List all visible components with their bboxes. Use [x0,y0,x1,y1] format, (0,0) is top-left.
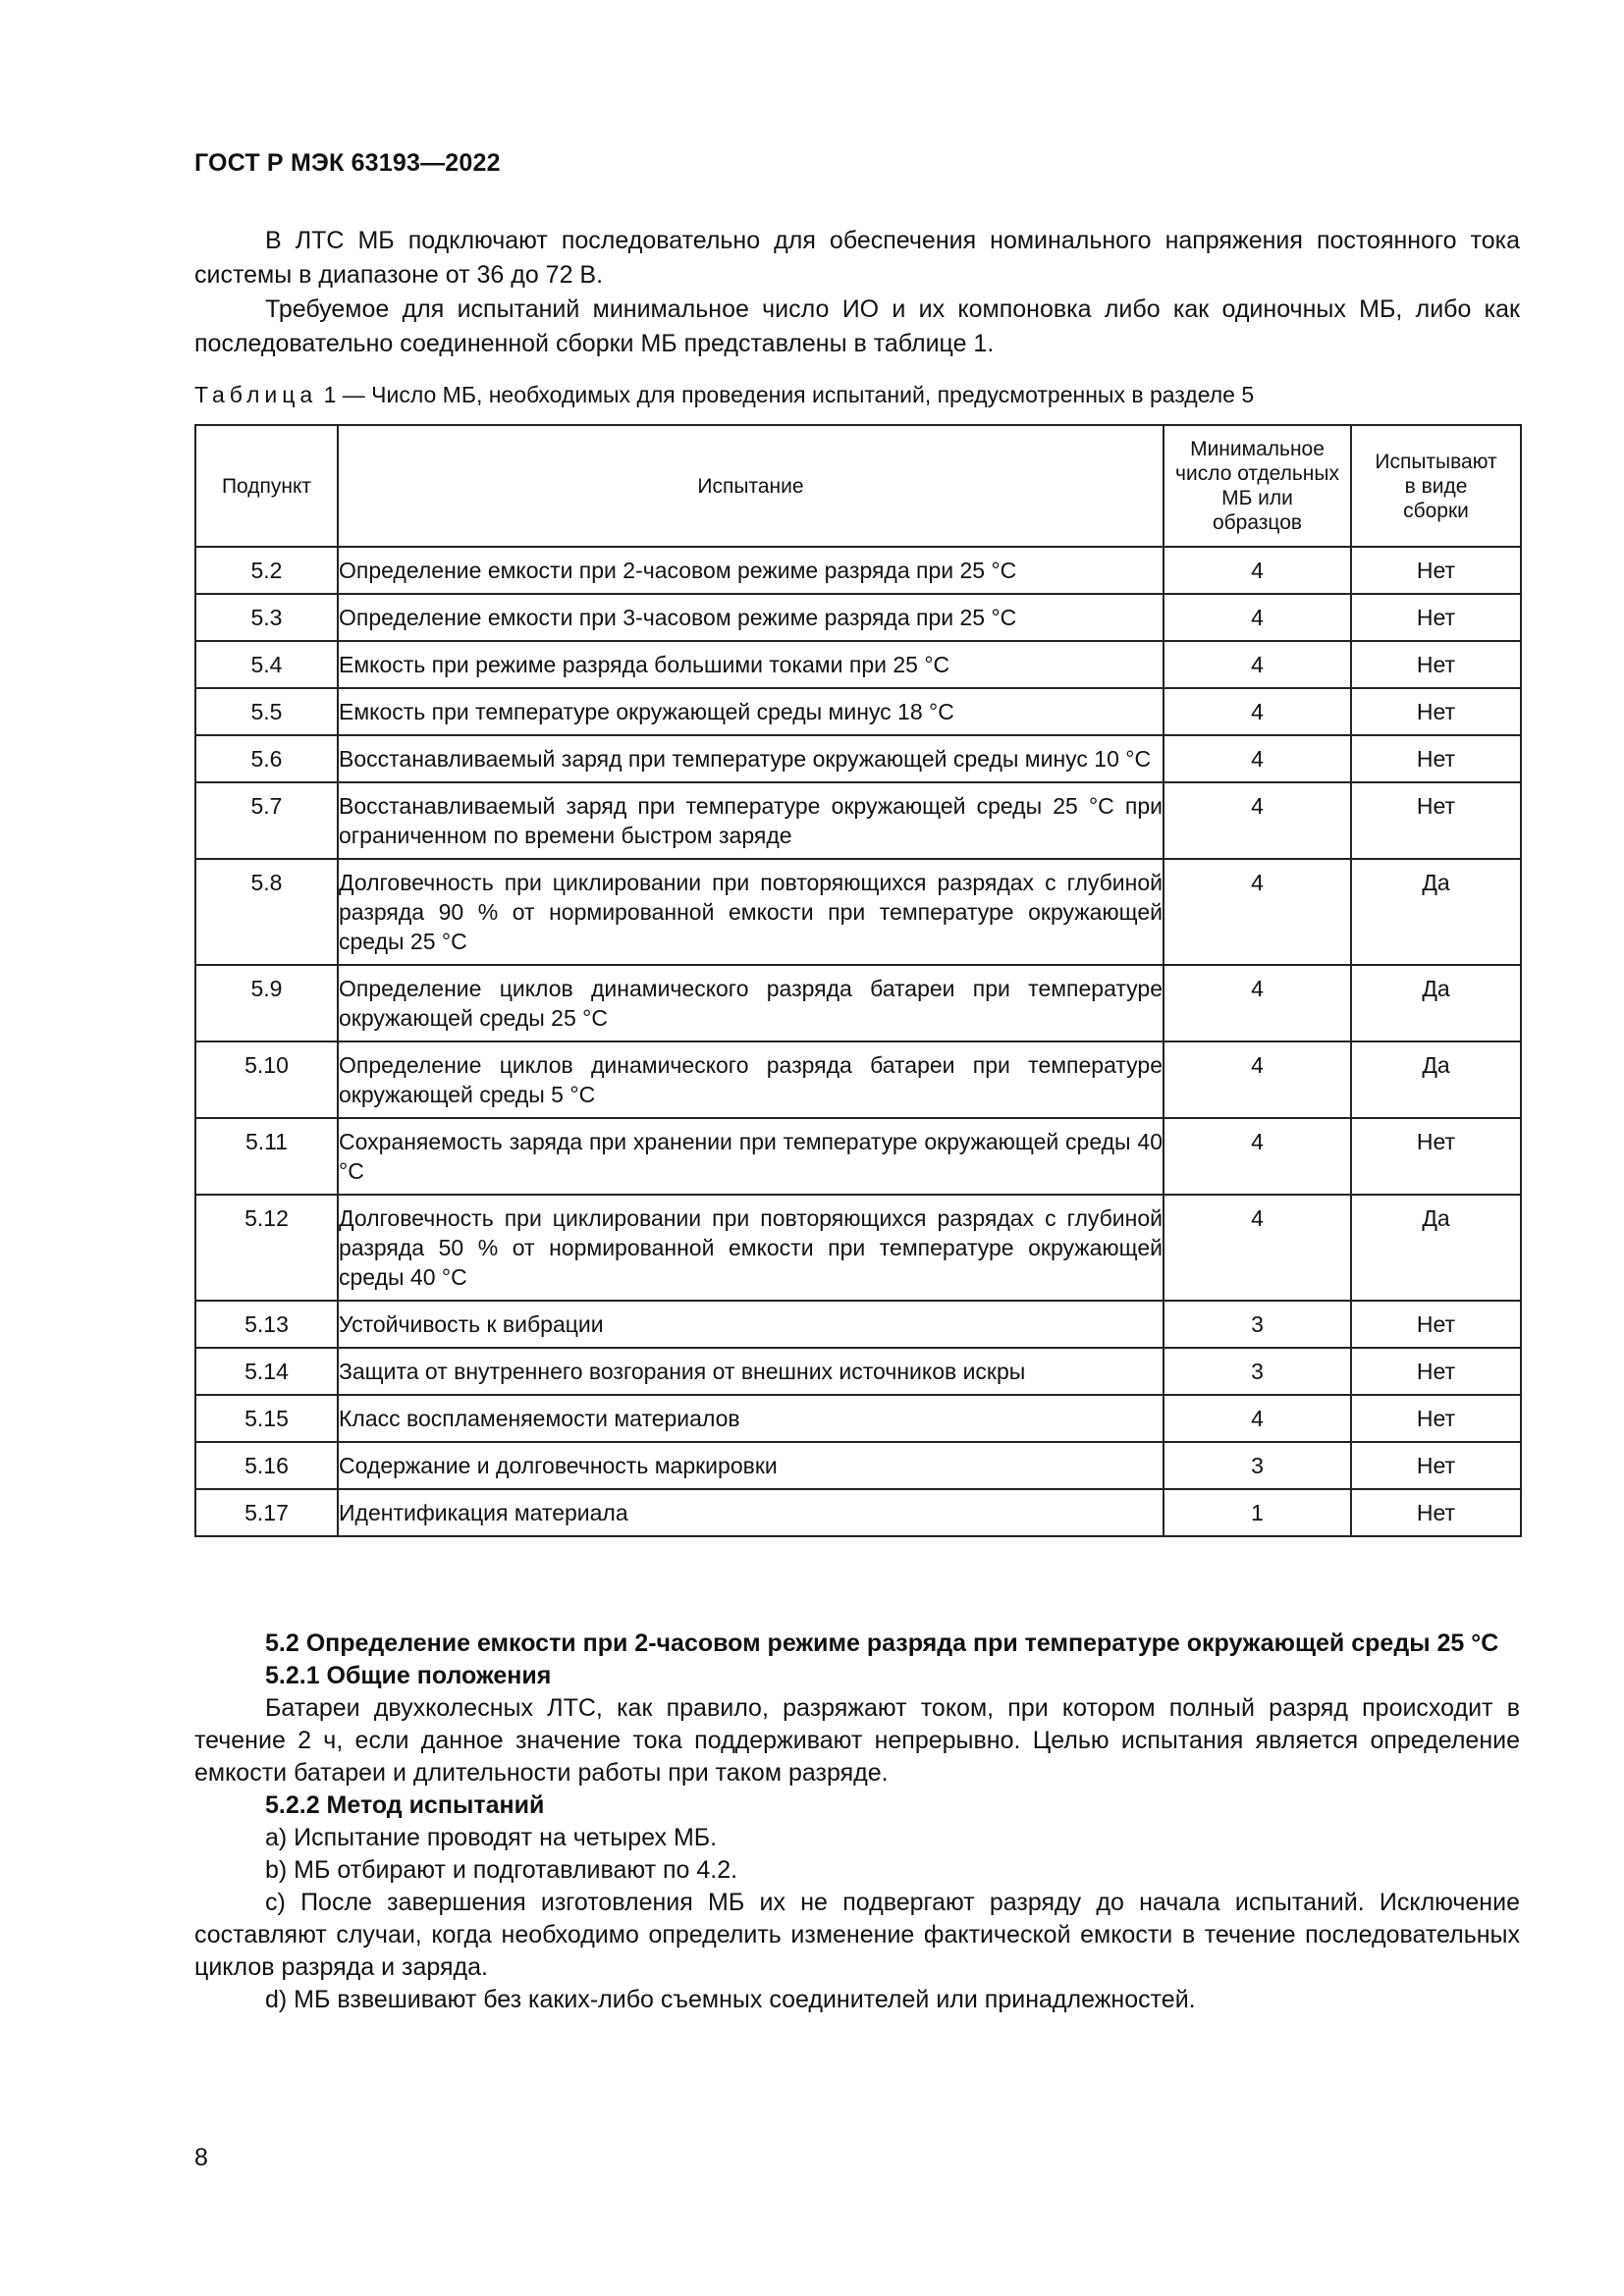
table-row [195,1301,1521,1348]
table-row [195,688,1521,735]
cell-test-name: Класс воспламеняемости материалов [338,1395,1164,1442]
table-row [195,859,1521,965]
cell-subclause: 5.15 [195,1395,338,1442]
cell-assembly: Нет [1351,1489,1521,1536]
table-row [195,641,1521,688]
cell-min-count: 4 [1164,1395,1351,1442]
subsection-heading-method: 5.2.2 Метод испытаний [265,1791,545,1819]
cell-test-name: Восстанавливаемый заряд при температуре окружающей среды минус 10 °С [338,735,1164,782]
page-number: 8 [194,2144,208,2171]
method-item-d: d) МБ взвешивают без каких-либо съемных соединителей или принадлежностей. [265,1986,1196,2013]
cell-test-name: Устойчивость к вибрации [338,1301,1164,1348]
cell-subclause: 5.10 [195,1041,338,1118]
cell-test-name: Емкость при температуре окружающей среды минус 18 °С [338,688,1164,735]
cell-subclause: 5.8 [195,859,338,965]
cell-subclause: 5.9 [195,965,338,1041]
table-row [195,965,1521,1041]
table-row [195,782,1521,859]
cell-subclause: 5.3 [195,594,338,641]
cell-min-count: 4 [1164,1195,1351,1301]
table-caption [194,382,1254,408]
cell-subclause: 5.11 [195,1118,338,1195]
general-provisions-text: Батареи двухколесных ЛТС, как правило, разряжают током, при котором полный разряд происходит в течение 2 ч, если данное значение тока поддерживают непрерывно. Целью испытания является определение емкости батареи и длительности работы при таком разряде. [194,1694,1520,1787]
header-assembly: Испытывают в виде сборки [1351,425,1521,547]
cell-test-name: Защита от внутреннего возгорания от внешних источников искры [338,1348,1164,1395]
cell-test-name: Определение емкости при 3-часовом режиме разряда при 25 °С [338,594,1164,641]
cell-assembly: Да [1351,965,1521,1041]
cell-assembly: Нет [1351,1301,1521,1348]
cell-subclause: 5.6 [195,735,338,782]
cell-subclause: 5.2 [195,547,338,594]
method-item-a: а) Испытание проводят на четырех МБ. [265,1824,718,1851]
cell-min-count: 4 [1164,688,1351,735]
cell-min-count: 3 [1164,1348,1351,1395]
header-test: Испытание [338,425,1164,547]
intro-paragraph-1: В ЛТС МБ подключают последовательно для обеспечения номинального напряжения постоянного тока системы в диапазоне от 36 до 72 В. [194,227,1520,289]
cell-min-count: 4 [1164,1041,1351,1118]
cell-subclause: 5.14 [195,1348,338,1395]
section-5-2 [194,1628,1520,2016]
cell-subclause: 5.17 [195,1489,338,1536]
cell-assembly: Нет [1351,735,1521,782]
cell-test-name: Определение циклов динамического разряда батареи при температуре окружающей среды 5 °С [338,1041,1164,1118]
cell-assembly: Да [1351,1041,1521,1118]
cell-assembly: Да [1351,859,1521,965]
cell-assembly: Нет [1351,1395,1521,1442]
cell-test-name: Определение циклов динамического разряда батареи при температуре окружающей среды 25 °С [338,965,1164,1041]
cell-subclause: 5.5 [195,688,338,735]
header-subclause: Подпункт [195,425,338,547]
cell-min-count: 1 [1164,1489,1351,1536]
table-row [195,547,1521,594]
table-header-row [195,425,1521,547]
cell-test-name: Восстанавливаемый заряд при температуре окружающей среды 25 °С при ограниченном по времени быстром заряде [338,782,1164,859]
cell-assembly: Нет [1351,688,1521,735]
method-item-b: b) МБ отбирают и подготавливают по 4.2. [265,1856,738,1884]
document-header: ГОСТ Р МЭК 63193—2022 [194,149,501,177]
tests-table [194,424,1522,1537]
cell-assembly: Нет [1351,1348,1521,1395]
cell-min-count: 4 [1164,594,1351,641]
cell-assembly: Нет [1351,641,1521,688]
table-row [195,1395,1521,1442]
cell-assembly: Нет [1351,1118,1521,1195]
cell-min-count: 4 [1164,965,1351,1041]
table-row [195,1442,1521,1489]
cell-assembly: Да [1351,1195,1521,1301]
table-row [195,735,1521,782]
table-row [195,1118,1521,1195]
cell-subclause: 5.7 [195,782,338,859]
cell-min-count: 4 [1164,547,1351,594]
cell-min-count: 4 [1164,782,1351,859]
intro-paragraph-2: Требуемое для испытаний минимальное число ИО и их компоновка либо как одиночных МБ, либо как последовательно соединенной сборки МБ представлены в таблице 1. [194,295,1520,357]
table-row [195,1348,1521,1395]
cell-test-name: Долговечность при циклировании при повторяющихся разрядах с глубиной разряда 50 % от нормированной емкости при температуре окружающей среды 40 °С [338,1195,1164,1301]
cell-test-name: Содержание и долговечность маркировки [338,1442,1164,1489]
cell-test-name: Долговечность при циклировании при повторяющихся разрядах с глубиной разряда 90 % от нормированной емкости при температуре окружающей среды 25 °С [338,859,1164,965]
subsection-heading-general: 5.2.1 Общие положения [265,1662,552,1689]
table-row [195,1195,1521,1301]
cell-min-count: 3 [1164,1301,1351,1348]
cell-min-count: 4 [1164,1118,1351,1195]
method-item-c: с) После завершения изготовления МБ их не подвергают разряду до начала испытаний. Исключение составляют случаи, когда необходимо определить изменение фактической емкости в течение последовательных циклов разряда и заряда. [194,1889,1520,1981]
cell-test-name: Сохраняемость заряда при хранении при температуре окружающей среды 40 °С [338,1118,1164,1195]
intro-text [194,224,1520,361]
table-row [195,1489,1521,1536]
header-min-count: Минимальное число отдельных МБ или образцов [1164,425,1351,547]
cell-min-count: 3 [1164,1442,1351,1489]
cell-test-name: Идентификация материала [338,1489,1164,1536]
table-caption-text: 1 — Число МБ, необходимых для проведения испытаний, предусмотренных в разделе 5 [317,382,1255,407]
cell-test-name: Определение емкости при 2-часовом режиме разряда при 25 °С [338,547,1164,594]
cell-assembly: Нет [1351,594,1521,641]
cell-assembly: Нет [1351,782,1521,859]
cell-assembly: Нет [1351,1442,1521,1489]
cell-assembly: Нет [1351,547,1521,594]
cell-subclause: 5.12 [195,1195,338,1301]
table-body [195,547,1521,1536]
table-row [195,1041,1521,1118]
cell-subclause: 5.13 [195,1301,338,1348]
section-heading: 5.2 Определение емкости при 2-часовом режиме разряда при температуре окружающей среды 25 °С [265,1629,1499,1657]
table-row [195,594,1521,641]
cell-subclause: 5.4 [195,641,338,688]
cell-test-name: Емкость при режиме разряда большими токами при 25 °С [338,641,1164,688]
cell-min-count: 4 [1164,859,1351,965]
cell-min-count: 4 [1164,735,1351,782]
cell-min-count: 4 [1164,641,1351,688]
cell-subclause: 5.16 [195,1442,338,1489]
table-caption-label: Таблица [194,382,318,407]
